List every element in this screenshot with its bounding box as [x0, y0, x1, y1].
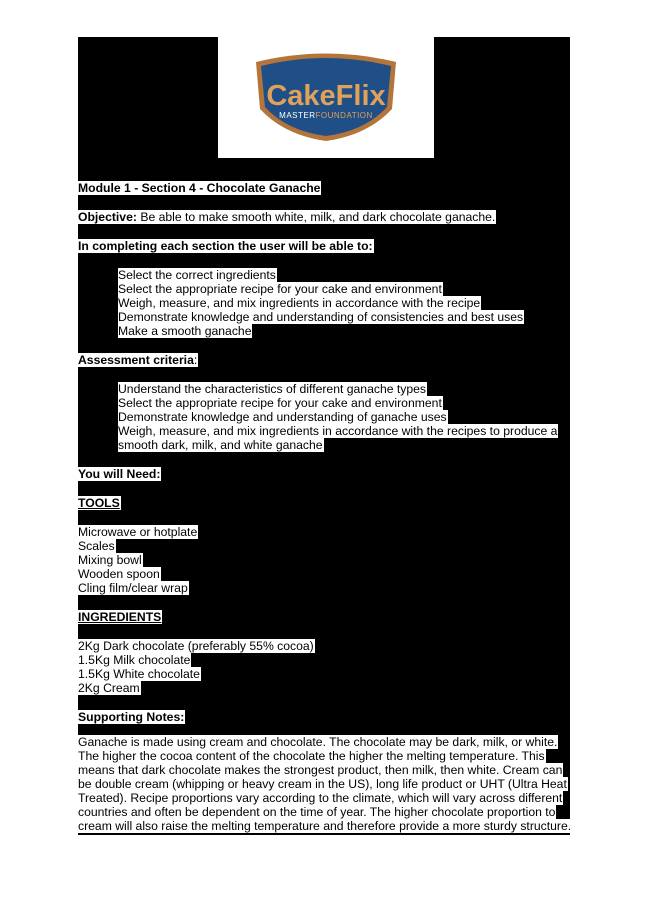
logo-container: [218, 37, 434, 158]
notes-line: Treated). Recipe proportions vary according to the climate, which will vary across different: [78, 791, 563, 805]
logo-brand-name: CakeFlix: [266, 80, 386, 112]
list-item: 2Kg Cream: [78, 681, 140, 695]
list-item: 1.5Kg Milk chocolate: [78, 653, 191, 667]
list-item: Make a smooth ganache: [118, 324, 252, 338]
objective-label: Objective:: [78, 210, 137, 224]
notes-line: countries and often be dependent on the time of year. The higher chocolate proportion to: [78, 805, 556, 819]
list-item: Select the correct ingredients: [118, 268, 276, 282]
list-item: Wooden spoon: [78, 567, 160, 581]
list-item: 2Kg Dark chocolate (preferably 55% cocoa): [78, 639, 314, 653]
list-item: Cling film/clear wrap: [78, 581, 188, 595]
list-item: Select the appropriate recipe for your cake and environment: [118, 282, 442, 296]
list-item: Weigh, measure, and mix ingredients in accordance with the recipe: [118, 296, 481, 310]
list-item: Mixing bowl: [78, 553, 142, 567]
completing-heading: In completing each section the user will be able to:: [78, 239, 373, 253]
cakeflix-logo: [218, 37, 434, 158]
section-title: Module 1 - Section 4 - Chocolate Ganache: [78, 181, 321, 195]
assessment-heading-line: Assessment criteria:: [78, 353, 198, 367]
list-item: Select the appropriate recipe for your cake and environment: [118, 396, 442, 410]
objective-line: [78, 210, 496, 224]
logo-sub-foundation: FOUNDATION: [315, 111, 373, 120]
notes-line: Ganache is made using cream and chocolate. The chocolate may be dark, milk, or white.: [78, 735, 558, 749]
list-item: Demonstrate knowledge and understanding of consistencies and best uses: [118, 310, 524, 324]
list-item: Weigh, measure, and mix ingredients in accordance with the recipes to produce a: [118, 424, 558, 438]
ingredients-heading: INGREDIENTS: [78, 610, 162, 624]
svg-text:MASTERFOUNDATION: [279, 111, 373, 120]
need-heading-line: [78, 467, 161, 481]
list-item: Understand the characteristics of different ganache types: [118, 382, 427, 396]
notes-line: The higher the cocoa content of the chocolate the higher the melting temperature. This: [78, 749, 545, 763]
notes-line: cream will also raise the melting temperature and therefore provide a more sturdy structure.: [78, 819, 572, 833]
objective-text: Be able to make smooth white, milk, and dark chocolate ganache.: [136, 210, 496, 224]
notes-line: be double cream (whipping or heavy cream in the US), long life product or UHT (Ultra Heat: [78, 777, 567, 791]
notes-line: means that dark chocolate makes the strongest product, then milk, then white. Cream can: [78, 763, 563, 777]
notes-heading-line: [78, 710, 185, 724]
list-item: 1.5Kg White chocolate: [78, 667, 200, 681]
need-heading: You will Need:: [78, 467, 161, 481]
supporting-notes-paragraph: [78, 735, 571, 833]
tools-heading: TOOLS: [78, 496, 120, 510]
logo-sub-master: MASTER: [279, 111, 316, 120]
assessment-heading: Assessment criteria: [78, 353, 194, 367]
ingredients-heading-line: [78, 610, 162, 624]
section-title-line: [78, 181, 321, 195]
notes-heading: Supporting Notes:: [78, 710, 185, 724]
list-item: Demonstrate knowledge and understanding of ganache uses: [118, 410, 447, 424]
tools-heading-line: [78, 496, 121, 510]
list-item: smooth dark, milk, and white ganache: [118, 438, 323, 452]
completing-heading-line: [78, 239, 374, 253]
list-item: Microwave or hotplate: [78, 525, 198, 539]
list-item: Scales: [78, 539, 115, 553]
